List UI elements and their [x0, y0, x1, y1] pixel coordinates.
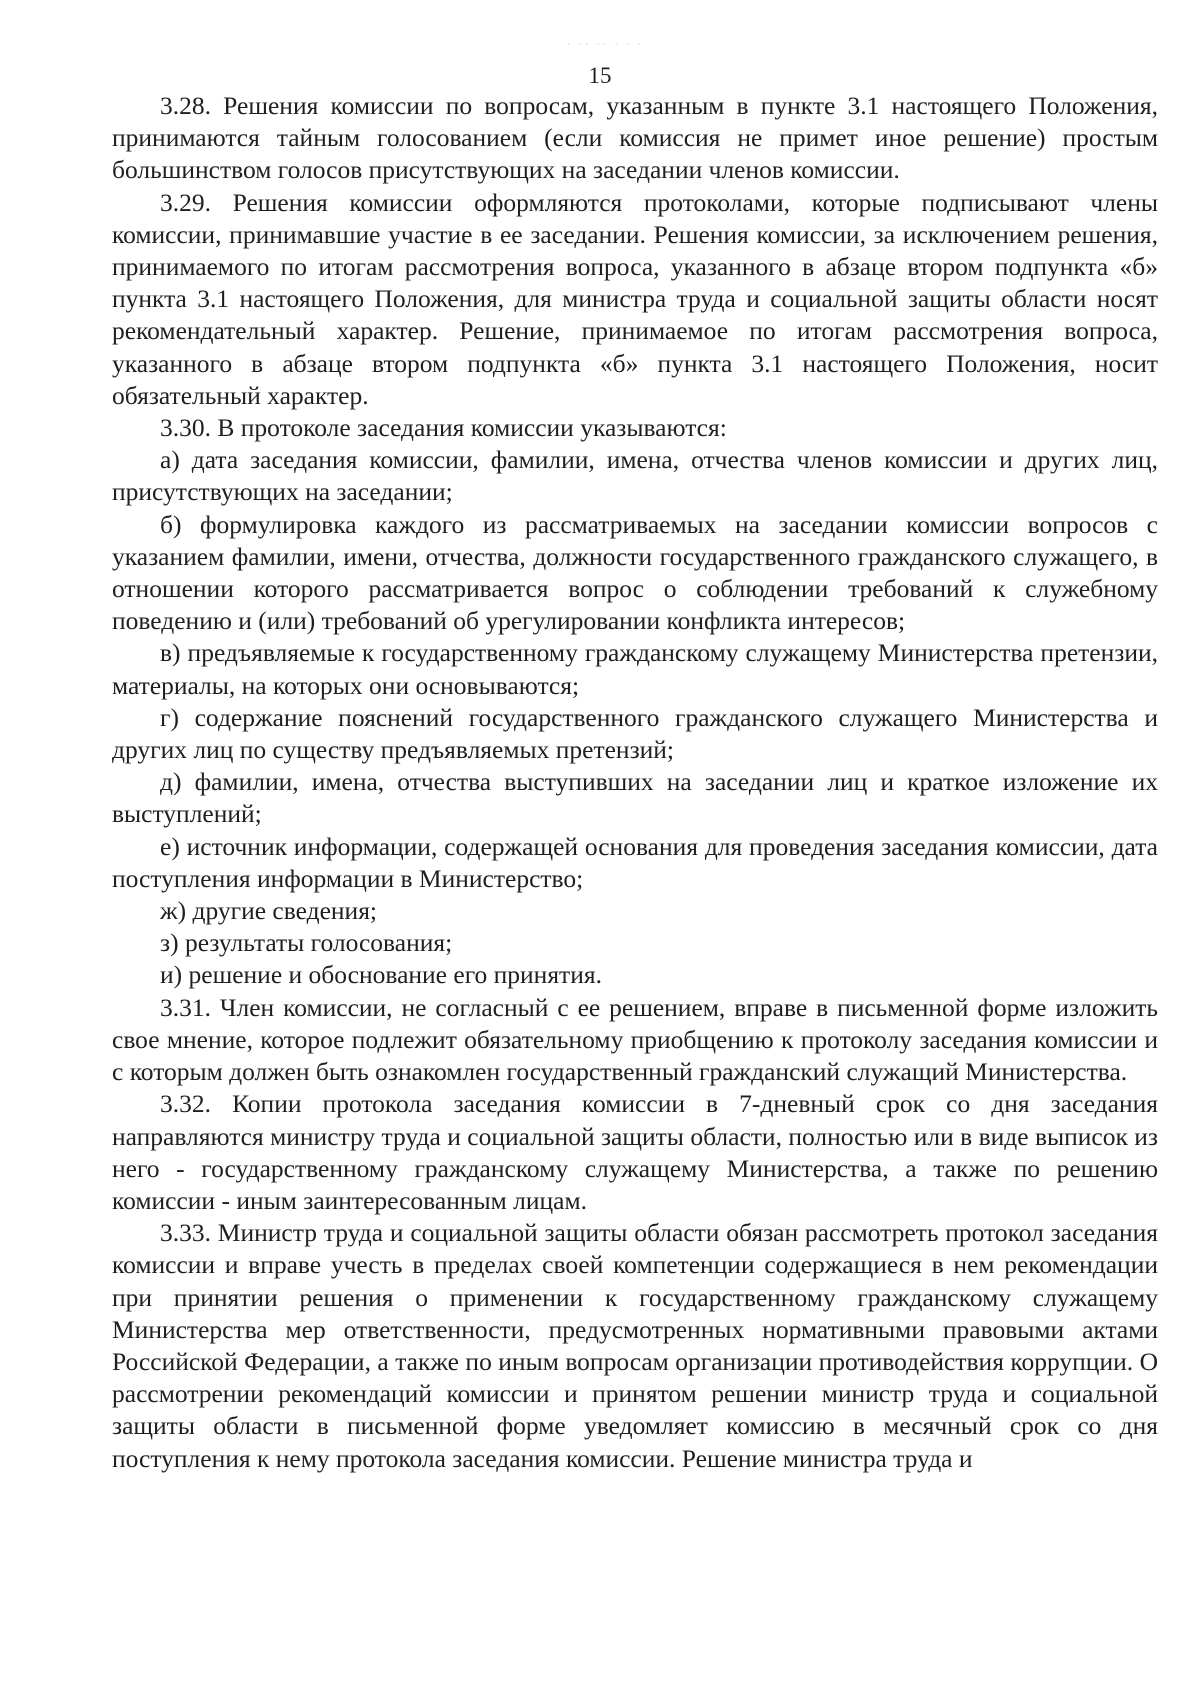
paragraph-3-28: 3.28. Решения комиссии по вопросам, указанным в пункте 3.1 настоящего Положения, принимаются тайным голосованием (если комиссия не примет иное решение) простым большинством голосов присутствующих на заседании членов комиссии. [112, 91, 1158, 185]
list-item-e: е) источник информации, содержащей основания для проведения заседания комиссии, дата поступления информации в Министерство; [112, 831, 1158, 893]
paragraph-3-32: 3.32. Копии протокола заседания комиссии в 7-дневный срок со дня заседания направляются министру труда и социальной защиты области, полностью или в виде выписок из него - государственному гражданскому служащему Министерства, а также по решению комиссии - иным заинтересованным лицам. [112, 1089, 1158, 1215]
list-item-z: з) результаты голосования; [160, 928, 453, 958]
paragraph-3-31: 3.31. Член комиссии, не согласный с ее решением, вправе в письменной форме изложить свое мнение, которое подлежит обязательному приобщению к протоколу заседания комиссии и с которым должен быть ознакомлен государственный гражданский служащий Министерства. [112, 992, 1158, 1087]
list-item-b: б) формулировка каждого из рассматриваемых на заседании комиссии вопросов с указанием фамилии, имени, отчества, должности государственного гражданского служащего, в отношении которого рассматривается вопрос о соблюдении требований к служебному поведению и (или) требований об урегулировании конфликта интересов; [112, 509, 1158, 636]
faint-stamp-mark: · ·· ·· · · · [566, 36, 644, 51]
paragraph-3-29: 3.29. Решения комиссии оформляются протоколами, которые подписывают члены комиссии, принимавшие участие в ее заседании. Решения комиссии, за исключением решения, принимаемого по итогам рассмотрения вопроса, указанного в абзаце втором подпункта «б» пункта 3.1 настоящего Положения, для министра труда и социальной защиты области носят рекомендательный характер. Решение, принимаемое по итогам рассмотрения вопроса, указанного в абзаце втором подпункта «б» пункта 3.1 настоящего Положения, носит обязательный характер. [112, 187, 1158, 410]
paragraph-3-30: 3.30. В протоколе заседания комиссии указываются: [160, 413, 727, 443]
page-number: 15 [588, 63, 612, 88]
list-item-i: и) решение и обоснование его принятия. [160, 960, 602, 990]
list-item-g: г) содержание пояснений государственного гражданского служащего Министерства и других лиц по существу предъявляемых претензий; [112, 702, 1158, 765]
document-body [112, 90, 1158, 1475]
list-item-v: в) предъявляемые к государственному гражданскому служащему Министерства претензии, материалы, на которых они основываются; [112, 638, 1158, 700]
list-item-a: а) дата заседания комиссии, фамилии, имена, отчества членов комиссии и других лиц, присутствующих на заседании; [112, 445, 1158, 507]
paragraph-3-33: 3.33. Министр труда и социальной защиты области обязан рассмотреть протокол заседания комиссии и вправе учесть в пределах своей компетенции содержащиеся в нем рекомендации при принятии решения о применении к государственному гражданскому служащему Министерства мер ответственности, предусмотренных нормативными правовыми актами Российской Федерации, а также по иным вопросам организации противодействия коррупции. О рассмотрении рекомендаций комиссии и принятом решении министр труда и социальной защиты области в письменной форме уведомляет комиссию в месячный срок со дня поступления к нему протокола заседания комиссии. Решение министра труда и [112, 1218, 1158, 1473]
list-item-d: д) фамилии, имена, отчества выступивших на заседании лиц и краткое изложение их выступлений; [112, 767, 1158, 829]
list-item-zh: ж) другие сведения; [160, 896, 378, 926]
